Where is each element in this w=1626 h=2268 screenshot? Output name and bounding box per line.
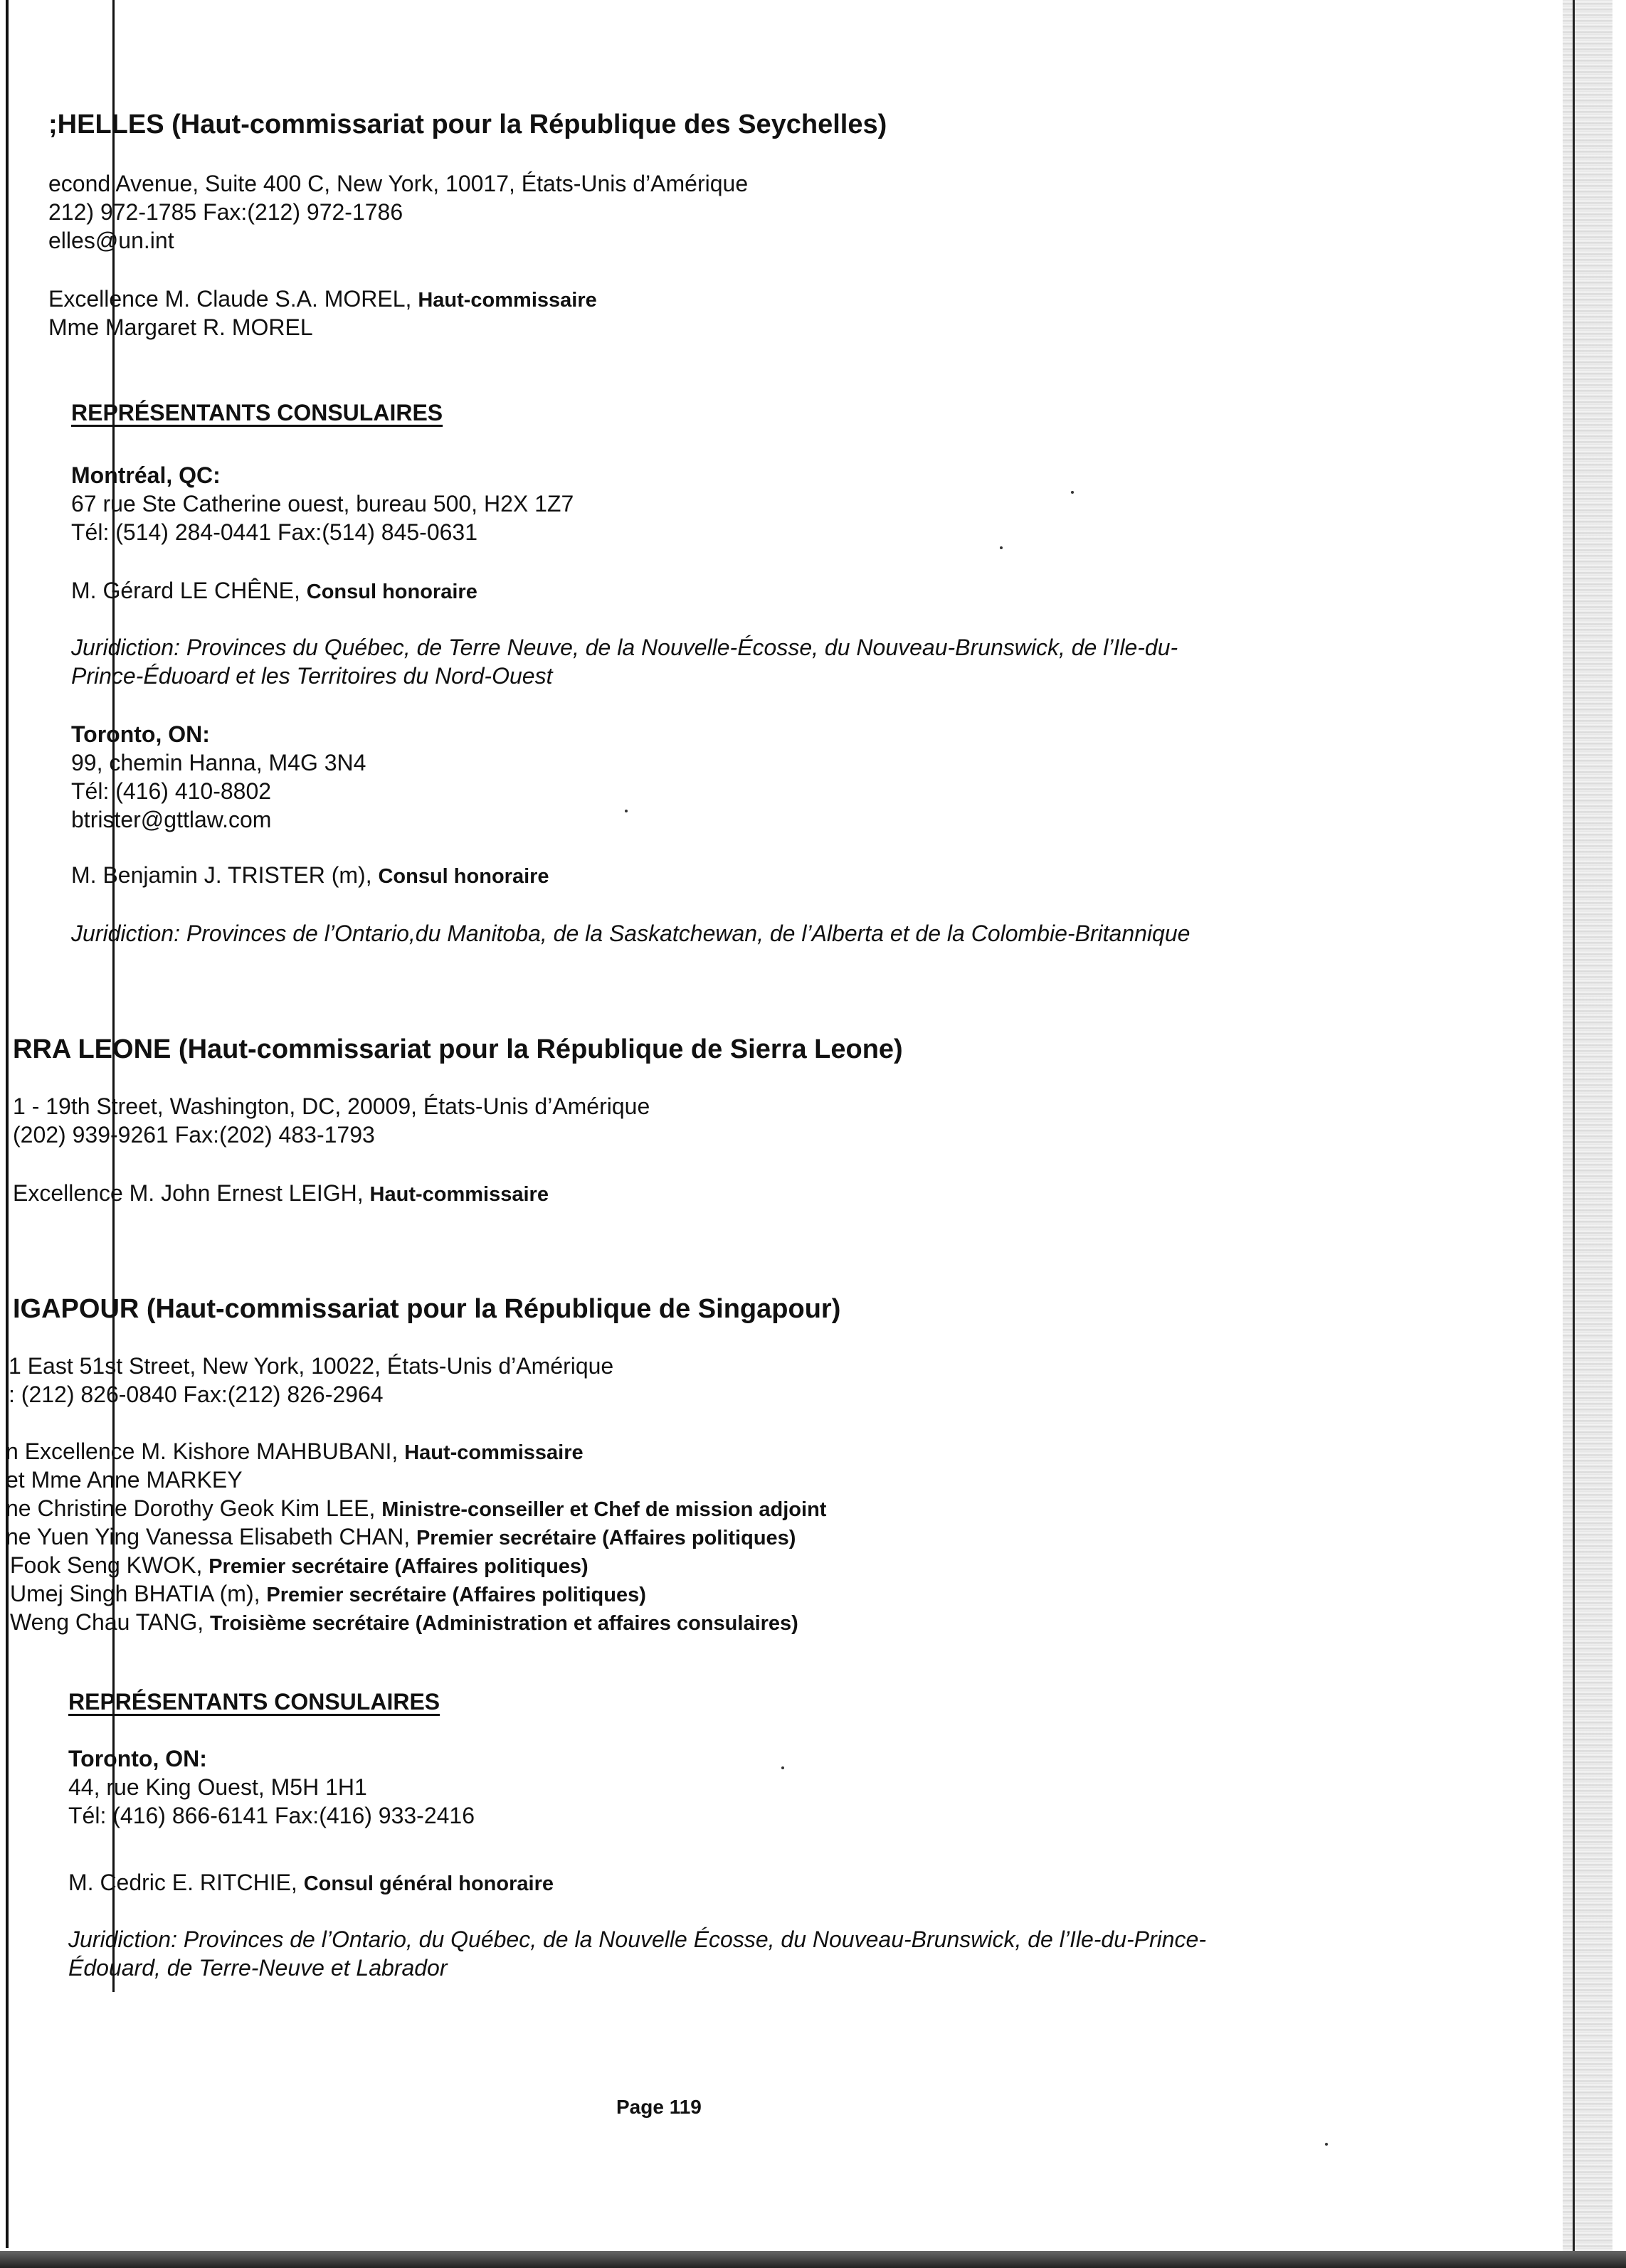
- address-sierra-leone: 1 - 19th Street, Washington, DC, 20009, États-Unis d’Amérique: [13, 1093, 650, 1119]
- scan-speck: [1325, 2143, 1328, 2146]
- person-line: [10, 1551, 588, 1581]
- phone-seychelles: 212) 972-1785 Fax:(212) 972-1786: [48, 199, 403, 225]
- office-address: 67 rue Ste Catherine ouest, bureau 500, H2X 1Z7: [71, 491, 574, 516]
- person-line: [6, 1494, 826, 1524]
- person-line: [10, 1579, 646, 1609]
- person-name: et Mme Anne MARKEY: [6, 1467, 243, 1493]
- office-address: 99, chemin Hanna, M4G 3N4: [71, 750, 366, 775]
- office-city: Montréal, QC:: [71, 462, 221, 488]
- jurisdiction-text: Prince-Éduoard et les Territoires du Nord-Ouest: [71, 663, 553, 689]
- jurisdiction-text: Juridiction: Provinces du Québec, de Terre Neuve, de la Nouvelle-Écosse, du Nouveau-Brunswick, de l’Ile-du-: [71, 635, 1178, 660]
- person-name: Fook Seng KWOK,: [10, 1552, 203, 1578]
- person-name: Umej Singh BHATIA (m),: [10, 1581, 260, 1606]
- phone-sierra-leone: (202) 939-9261 Fax:(202) 483-1793: [13, 1122, 375, 1148]
- person-line: [6, 1437, 584, 1467]
- person-name: Excellence M. John Ernest LEIGH,: [13, 1180, 364, 1206]
- address-seychelles: econd Avenue, Suite 400 C, New York, 10017, États-Unis d’Amérique: [48, 171, 749, 196]
- person-name: n Excellence M. Kishore MAHBUBANI,: [6, 1438, 398, 1464]
- person-line: [6, 1522, 796, 1552]
- consular-heading: REPRÉSENTANTS CONSULAIRES: [71, 400, 443, 425]
- person-line: [10, 1608, 798, 1638]
- person-line: [71, 576, 477, 606]
- person-role: Premier secrétaire (Affaires politiques): [416, 1527, 796, 1549]
- scan-speck: [1000, 546, 1003, 549]
- person-line: [68, 1868, 554, 1898]
- scan-page-edge-right: [1563, 0, 1612, 2268]
- scan-speck: [625, 810, 628, 812]
- person-role: Troisième secrétaire (Administration et affaires consulaires): [210, 1612, 798, 1635]
- person-role: Premier secrétaire (Affaires politiques): [266, 1584, 646, 1606]
- scan-page-edge-bottom: [0, 2251, 1626, 2268]
- page-number: Page 119: [616, 2096, 702, 2118]
- person-name: Excellence M. Claude S.A. MOREL,: [48, 286, 412, 312]
- person-line: [48, 313, 313, 341]
- section-heading-singapour: IGAPOUR (Haut-commissariat pour la République de Singapour): [13, 1294, 841, 1324]
- scan-page-edge-line: [1573, 0, 1575, 2268]
- person-role: Haut-commissaire: [418, 289, 597, 312]
- scan-binding-line-left: [6, 0, 9, 2248]
- person-name: M. Benjamin J. TRISTER (m),: [71, 862, 372, 888]
- person-role: Consul honoraire: [378, 865, 549, 888]
- office-phone: Tél: (416) 866-6141 Fax:(416) 933-2416: [68, 1803, 475, 1828]
- person-role: Consul général honoraire: [303, 1872, 554, 1895]
- address-singapour: 1 East 51st Street, New York, 10022, États-Unis d’Amérique: [9, 1353, 614, 1379]
- person-role: Ministre-conseiller et Chef de mission adjoint: [381, 1498, 827, 1521]
- person-line: [48, 285, 597, 314]
- jurisdiction-text: Juridiction: Provinces de l’Ontario, du Québec, de la Nouvelle Écosse, du Nouveau-Brunswick, de l’Ile-du-Prince-: [68, 1927, 1206, 1952]
- office-phone: Tél: (416) 410-8802: [71, 778, 272, 804]
- phone-singapour: : (212) 826-0840 Fax:(212) 826-2964: [9, 1382, 384, 1407]
- person-role: Consul honoraire: [306, 581, 477, 603]
- person-line: [6, 1466, 243, 1494]
- person-role: Haut-commissaire: [369, 1183, 549, 1206]
- jurisdiction-text: Édouard, de Terre-Neuve et Labrador: [68, 1955, 448, 1981]
- office-city: Toronto, ON:: [68, 1746, 207, 1771]
- person-role: Premier secrétaire (Affaires politiques): [208, 1555, 588, 1578]
- jurisdiction-text: Juridiction: Provinces de l’Ontario,du Manitoba, de la Saskatchewan, de l’Alberta et de la Colombie-Britannique: [71, 921, 1191, 946]
- email-seychelles: elles@un.int: [48, 228, 174, 253]
- scan-speck: [781, 1766, 784, 1769]
- person-name: Weng Chau TANG,: [10, 1609, 204, 1635]
- office-address: 44, rue King Ouest, M5H 1H1: [68, 1774, 367, 1800]
- office-email: btrister@gttlaw.com: [71, 807, 272, 832]
- office-city: Toronto, ON:: [71, 721, 210, 747]
- person-name: M. Gérard LE CHÊNE,: [71, 578, 300, 603]
- consular-heading: REPRÉSENTANTS CONSULAIRES: [68, 1689, 440, 1715]
- section-heading-sierra-leone: RRA LEONE (Haut-commissariat pour la République de Sierra Leone): [13, 1034, 903, 1064]
- person-name: M. Cedric E. RITCHIE,: [68, 1870, 297, 1895]
- scan-speck: [1071, 491, 1074, 494]
- office-phone: Tél: (514) 284-0441 Fax:(514) 845-0631: [71, 519, 478, 545]
- person-name: ne Christine Dorothy Geok Kim LEE,: [6, 1495, 376, 1521]
- section-heading-seychelles: ;HELLES (Haut-commissariat pour la République des Seychelles): [48, 110, 887, 139]
- person-line: [71, 861, 549, 891]
- person-line: [13, 1179, 549, 1209]
- person-role: Haut-commissaire: [404, 1441, 584, 1464]
- person-name: ne Yuen Ying Vanessa Elisabeth CHAN,: [6, 1524, 411, 1549]
- person-name: Mme Margaret R. MOREL: [48, 314, 313, 340]
